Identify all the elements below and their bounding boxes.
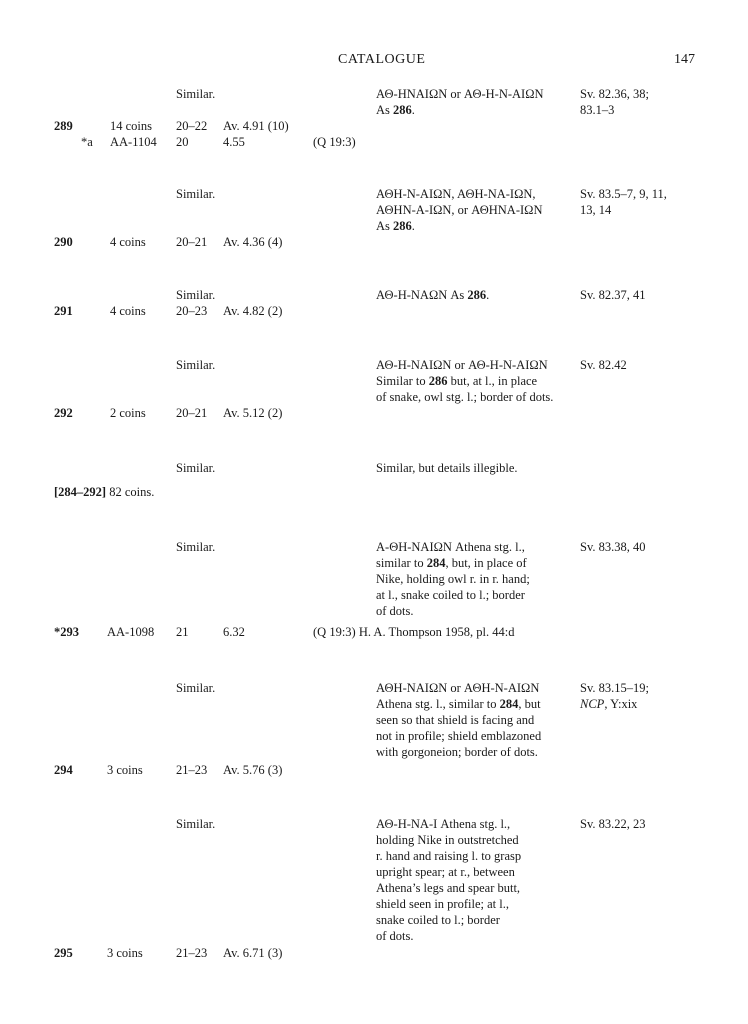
- description-text-cont: r. hand and raising l. to grasp: [376, 849, 522, 863]
- inventory-id: AA-1104: [110, 135, 157, 149]
- legend-text: ΑΘΗ-Ν-ΑΙΩΝ, ΑΘΗ-ΝΑ-ΙΩΝ,: [376, 187, 536, 201]
- cross-reference: 286: [393, 103, 412, 117]
- legend-text: ΑΘ-ΗΝΑΙΩΝ or ΑΘ-Η-Ν-ΑΙΩΝ: [376, 87, 544, 101]
- coin-count: 4 coins: [110, 304, 146, 318]
- diameter: 20–21: [176, 406, 208, 420]
- cross-reference: 286: [428, 374, 448, 388]
- entry-number: 295: [54, 946, 73, 960]
- description-text-cont: Nike, holding owl r. in r. hand;: [376, 572, 530, 586]
- description-text: Similar, but details illegible.: [376, 461, 518, 475]
- legend-text: ΑΘ-Η-ΝΑ-Ι Athena stg. l.,: [376, 817, 511, 831]
- cross-reference: 286: [467, 288, 487, 302]
- similar-note: Similar.: [176, 817, 216, 831]
- coin-count: 14 coins: [110, 119, 153, 133]
- sub-entry-label: *a: [81, 135, 93, 149]
- legend-text-cont: ΑΘΗΝ-Α-ΙΩΝ, or ΑΘΗΝΑ-ΙΩΝ: [376, 203, 543, 217]
- weight: Av. 5.76 (3): [223, 763, 283, 777]
- description-text-cont: with gorgoneion; border of dots.: [376, 745, 538, 759]
- weight: 6.32: [223, 625, 245, 639]
- description-text-cont: not in profile; shield emblazoned: [376, 729, 542, 743]
- legend-text: ΑΘ-Η-ΝΑΩΝ As 286.: [376, 288, 490, 302]
- diameter: 21: [176, 625, 189, 639]
- description-text: similar to 284, but, in place of: [376, 556, 527, 570]
- similar-note: Similar.: [176, 87, 216, 101]
- legend-text: ΑΘ-Η-ΝΑΙΩΝ or ΑΘ-Η-Ν-ΑΙΩΝ: [376, 358, 548, 372]
- cross-reference: 286: [393, 219, 412, 233]
- weight: Av. 4.91 (10): [223, 119, 289, 133]
- cross-reference: 284: [426, 556, 446, 570]
- summary-count: 82 coins.: [109, 485, 155, 499]
- svoronos-ref: Sv. 83.22, 23: [580, 817, 646, 831]
- coin-count: 3 coins: [107, 763, 143, 777]
- entry-number: 289: [54, 119, 73, 133]
- cross-reference: 284: [499, 697, 519, 711]
- svoronos-ref: Sv. 82.37, 41: [580, 288, 646, 302]
- description-text: holding Nike in outstretched: [376, 833, 519, 847]
- description-text: Similar to 286 but, at l., in place: [376, 374, 538, 388]
- similar-note: Similar.: [176, 681, 216, 695]
- similar-note: Similar.: [176, 288, 216, 302]
- similar-note: Similar.: [176, 461, 216, 475]
- diameter: 20–21: [176, 235, 208, 249]
- description-text: Athena stg. l., similar to 284, but: [376, 697, 541, 711]
- description-text: As 286.: [376, 103, 415, 117]
- weight: Av. 4.36 (4): [223, 235, 283, 249]
- legend-text: ΑΘΗ-ΝΑΙΩΝ or ΑΘΗ-Ν-ΑΙΩΝ: [376, 681, 540, 695]
- similar-note: Similar.: [176, 358, 216, 372]
- weight: 4.55: [223, 135, 245, 149]
- inventory-id: AA-1098: [107, 625, 155, 639]
- deposit-ref: (Q 19:3): [313, 135, 356, 149]
- diameter: 21–23: [176, 763, 208, 777]
- description-text-cont: shield seen in profile; at l.,: [376, 897, 509, 911]
- entry-number: 290: [54, 235, 73, 249]
- diameter: 21–23: [176, 946, 208, 960]
- ncp-ref: NCP: [580, 697, 605, 711]
- entry-number: 294: [54, 763, 73, 777]
- summary-range: [284–292]: [54, 485, 107, 499]
- svoronos-ref: Sv. 83.5–7, 9, 11,: [580, 187, 667, 201]
- diameter: 20–22: [176, 119, 208, 133]
- diameter: 20–23: [176, 304, 208, 318]
- entry-number: 292: [54, 406, 73, 420]
- description-text-cont: at l., snake coiled to l.; border: [376, 588, 525, 602]
- similar-note: Similar.: [176, 540, 216, 554]
- legend-text: Α-ΘΗ-ΝΑΙΩΝ Athena stg. l.,: [376, 540, 525, 554]
- weight: Av. 5.12 (2): [223, 406, 283, 420]
- weight: Av. 4.82 (2): [223, 304, 283, 318]
- coin-count: 4 coins: [110, 235, 146, 249]
- page-number: 147: [674, 52, 695, 67]
- description-text-cont: snake coiled to l.; border: [376, 913, 500, 927]
- svoronos-ref-cont: NCP, Y:xix: [580, 697, 638, 711]
- description-text: As 286.: [376, 219, 415, 233]
- coin-count: 3 coins: [107, 946, 143, 960]
- entry-number: *293: [54, 625, 79, 639]
- svoronos-ref-cont: 83.1–3: [580, 103, 615, 117]
- coin-count: 2 coins: [110, 406, 146, 420]
- deposit-ref: (Q 19:3) H. A. Thompson 1958, pl. 44:d: [313, 625, 515, 639]
- svoronos-ref: Sv. 83.15–19;: [580, 681, 649, 695]
- similar-note: Similar.: [176, 187, 216, 201]
- summary-line: [54, 484, 154, 500]
- weight: Av. 6.71 (3): [223, 946, 283, 960]
- description-text-cont: of dots.: [376, 929, 414, 943]
- description-text-cont: of dots.: [376, 604, 414, 618]
- page-title: CATALOGUE: [338, 52, 426, 67]
- description-text-cont: upright spear; at r., between: [376, 865, 515, 879]
- diameter: 20: [176, 135, 189, 149]
- svoronos-ref-cont: 13, 14: [580, 203, 612, 217]
- svoronos-ref: Sv. 82.36, 38;: [580, 87, 649, 101]
- svoronos-ref: Sv. 82.42: [580, 358, 627, 372]
- description-text-cont: seen so that shield is facing and: [376, 713, 535, 727]
- entry-number: 291: [54, 304, 73, 318]
- svoronos-ref: Sv. 83.38, 40: [580, 540, 646, 554]
- description-text-cont: Athena’s legs and spear butt,: [376, 881, 521, 895]
- description-text-cont: of snake, owl stg. l.; border of dots.: [376, 390, 554, 404]
